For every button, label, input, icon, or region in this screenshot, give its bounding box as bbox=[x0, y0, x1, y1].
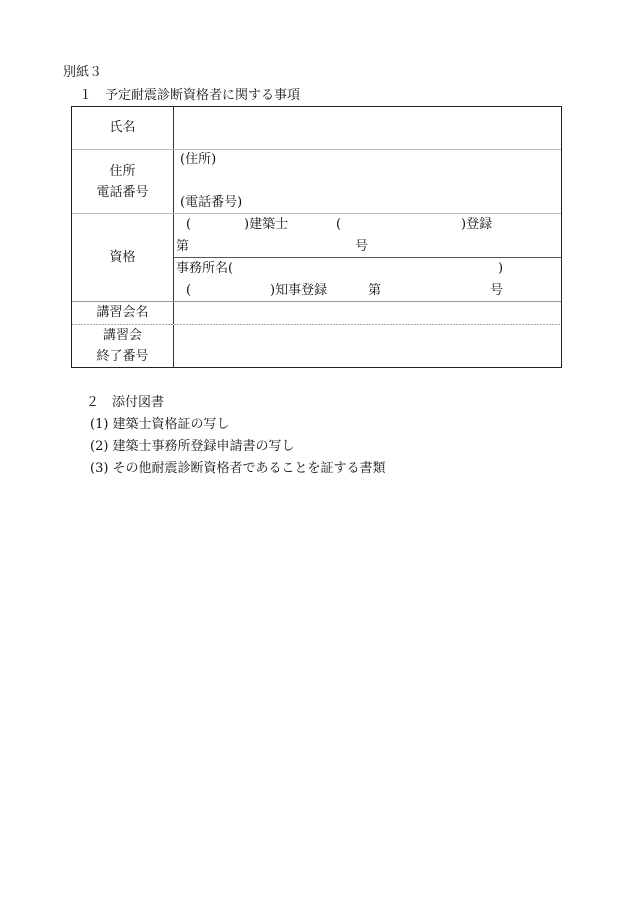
section2-title: ２ 添付図書 bbox=[86, 395, 165, 410]
row-divider bbox=[72, 213, 561, 214]
completion-number-field[interactable] bbox=[174, 325, 560, 367]
address-hint: (住所) bbox=[180, 152, 217, 167]
attachment-item: (3) その他耐震診断資格者であることを証する書類 bbox=[90, 461, 386, 476]
office-name-text: 事務所名( bbox=[176, 261, 234, 276]
name-field[interactable] bbox=[174, 107, 560, 149]
register-text: )登録 bbox=[461, 217, 493, 232]
paren-open: ( bbox=[186, 217, 192, 232]
paren-open: ( bbox=[186, 283, 192, 298]
number-prefix: 第 bbox=[368, 283, 382, 298]
section1-title: １ 予定耐震診断資格者に関する事項 bbox=[79, 88, 301, 103]
annex-label: 別紙３ bbox=[63, 65, 103, 80]
number-suffix: 号 bbox=[355, 239, 369, 254]
name-label: 氏名 bbox=[109, 120, 136, 135]
completion-label: 終了番号 bbox=[96, 349, 149, 364]
attachment-item: (1) 建築士資格証の写し bbox=[90, 417, 230, 432]
phone-label: 電話番号 bbox=[96, 185, 149, 200]
paren-open: ( bbox=[336, 217, 342, 232]
number-suffix: 号 bbox=[490, 283, 504, 298]
address-label: 住所 bbox=[109, 164, 136, 179]
row-divider bbox=[72, 149, 561, 150]
phone-hint: (電話番号) bbox=[180, 195, 243, 210]
architect-type-text: )建築士 bbox=[244, 217, 289, 232]
completion-label: 講習会 bbox=[102, 328, 142, 343]
qualification-label: 資格 bbox=[109, 250, 136, 265]
paren-close: ) bbox=[498, 261, 504, 276]
number-prefix: 第 bbox=[176, 239, 190, 254]
governor-registration-text: )知事登録 bbox=[270, 283, 328, 298]
qualification-table bbox=[71, 106, 562, 368]
course-label: 講習会名 bbox=[96, 305, 149, 320]
course-field[interactable] bbox=[174, 302, 560, 324]
attachment-item: (2) 建築士事務所登録申請書の写し bbox=[90, 439, 295, 454]
row-divider bbox=[173, 257, 561, 258]
